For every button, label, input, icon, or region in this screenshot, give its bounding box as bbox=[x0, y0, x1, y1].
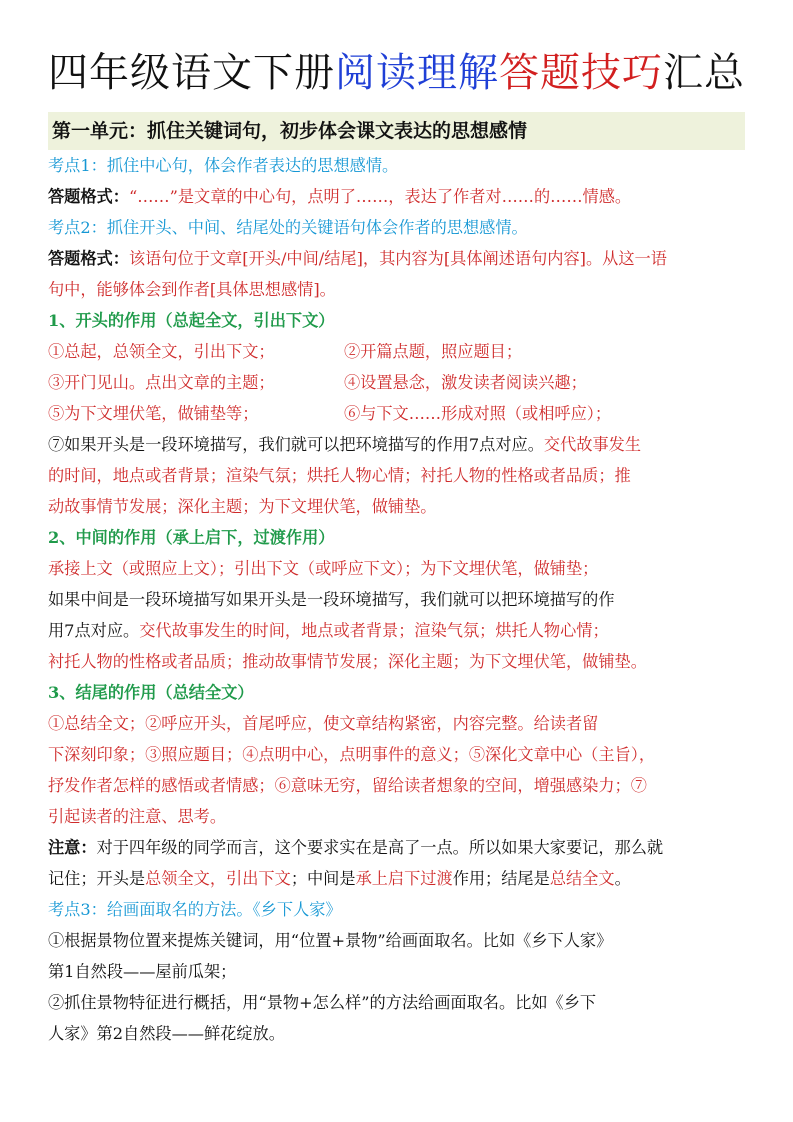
opening-env-text: ⑦如果开头是一段环境描写，我们就可以把环境描写的作用7点对应。 bbox=[48, 435, 544, 454]
middle-line3-text: 用7点对应。 bbox=[48, 621, 140, 640]
format-text: “……”是文章的中心句，点明了……，表达了作者对……的……情感。 bbox=[128, 187, 632, 206]
opening-row-2 bbox=[48, 367, 745, 398]
opening-item: ⑥与下文……形成对照（或相呼应）； bbox=[344, 404, 612, 423]
note-highlight: 承上启下过渡 bbox=[355, 869, 453, 888]
note-line2 bbox=[48, 863, 745, 894]
opening-row-3 bbox=[48, 398, 745, 429]
kaodian1-heading: 考点1：抓住中心句，体会作者表达的思想感情。 bbox=[48, 156, 399, 175]
opening-env-line3: 动故事情节发展；深化主题；为下文埋伏笔，做铺垫。 bbox=[48, 497, 437, 516]
opening-heading: 1、开头的作用（总起全文，引出下文） bbox=[48, 311, 335, 330]
opening-env-red: 交代故事发生 bbox=[543, 435, 642, 454]
opening-item: ③开门见山。点出文章的主题； bbox=[48, 373, 275, 392]
opening-item: ⑤为下文埋伏笔，做铺垫等； bbox=[48, 404, 259, 423]
middle-heading: 2、中间的作用（承上启下，过渡作用） bbox=[48, 528, 335, 547]
format-text-line2: 句中，能够体会到作者[具体思想感情]。 bbox=[48, 280, 336, 299]
title-part-skills: 答题技巧 bbox=[499, 50, 663, 96]
middle-line1: 承接上文（或照应上文）；引出下文（或呼应下文）；为下文埋伏笔，做铺垫； bbox=[48, 559, 599, 578]
kaodian2-format bbox=[48, 243, 745, 274]
title-part-reading: 阅读理解 bbox=[335, 50, 499, 96]
middle-line4: 衬托人物的性格或者品质；推动故事情节发展；深化主题；为下文埋伏笔，做铺垫。 bbox=[48, 652, 647, 671]
middle-line3 bbox=[48, 615, 745, 646]
note-text: 对于四年级的同学而言，这个要求实在是高了一点。所以如果大家要记，那么就 bbox=[96, 838, 664, 857]
opening-item: ①总起，总领全文，引出下文； bbox=[48, 342, 275, 361]
opening-env-line1 bbox=[48, 429, 745, 460]
document-title bbox=[48, 44, 745, 102]
note-line1 bbox=[48, 832, 745, 863]
middle-line3-red: 交代故事发生的时间，地点或者背景；渲染气氛；烘托人物心情； bbox=[139, 621, 609, 640]
ending-line1: ①总结全文；②呼应开头，首尾呼应，使文章结构紧密，内容完整。给读者留 bbox=[48, 714, 599, 733]
ending-line3: 抒发作者怎样的感悟或者情感；⑥意味无穷，留给读者想象的空间，增强感染力；⑦ bbox=[48, 776, 647, 795]
format-label: 答题格式： bbox=[48, 249, 129, 268]
ending-line2: 下深刻印象；③照应题目；④点明中心，点明事件的意义；⑤深化文章中心（主旨）， bbox=[48, 745, 656, 764]
note-label: 注意： bbox=[48, 838, 97, 857]
note-text: ；中间是 bbox=[290, 869, 356, 888]
title-part-grade: 四年级语文下册 bbox=[48, 50, 335, 96]
kaodian3-line1: ①根据景物位置来提炼关键词，用“位置+景物”给画面取名。比如《乡下人家》 bbox=[48, 931, 613, 950]
kaodian2-heading: 考点2：抓住开头、中间、结尾处的关键语句体会作者的思想感情。 bbox=[48, 218, 528, 237]
note-text: 作用；结尾是 bbox=[452, 869, 550, 888]
opening-env-line2: 的时间，地点或者背景；渲染气氛；烘托人物心情；衬托人物的性格或者品质；推 bbox=[48, 466, 631, 485]
ending-line4: 引起读者的注意、思考。 bbox=[48, 807, 227, 826]
note-text: 记住；开头是 bbox=[48, 869, 146, 888]
ending-heading: 3、结尾的作用（总结全文） bbox=[48, 683, 254, 702]
note-text: 。 bbox=[614, 869, 631, 888]
kaodian1-format bbox=[48, 181, 745, 212]
format-text-line1: 该语句位于文章[开头/中间/结尾]，其内容为[具体阐述语句内容]。从这一语 bbox=[128, 249, 667, 268]
note-highlight: 总结全文 bbox=[549, 869, 615, 888]
kaodian3-line4: 人家》第2自然段——鲜花绽放。 bbox=[48, 1024, 285, 1043]
title-part-summary: 汇总 bbox=[663, 50, 745, 96]
opening-row-1 bbox=[48, 336, 745, 367]
middle-line2: 如果中间是一段环境描写如果开头是一段环境描写，我们就可以把环境描写的作 bbox=[48, 590, 615, 609]
kaodian3-heading: 考点3：给画面取名的方法。《乡下人家》 bbox=[48, 900, 342, 919]
kaodian3-line3: ②抓住景物特征进行概括，用“景物+怎么样”的方法给画面取名。比如《乡下 bbox=[48, 993, 597, 1012]
unit-heading-bar: 第一单元：抓住关键词句，初步体会课文表达的思想感情 bbox=[48, 112, 745, 150]
opening-item: ②开篇点题，照应题目； bbox=[344, 342, 523, 361]
opening-item: ④设置悬念，激发读者阅读兴趣； bbox=[344, 373, 587, 392]
kaodian3-line2: 第1自然段——屋前瓜架； bbox=[48, 962, 237, 981]
format-label: 答题格式： bbox=[48, 187, 129, 206]
note-highlight: 总领全文，引出下文 bbox=[145, 869, 291, 888]
